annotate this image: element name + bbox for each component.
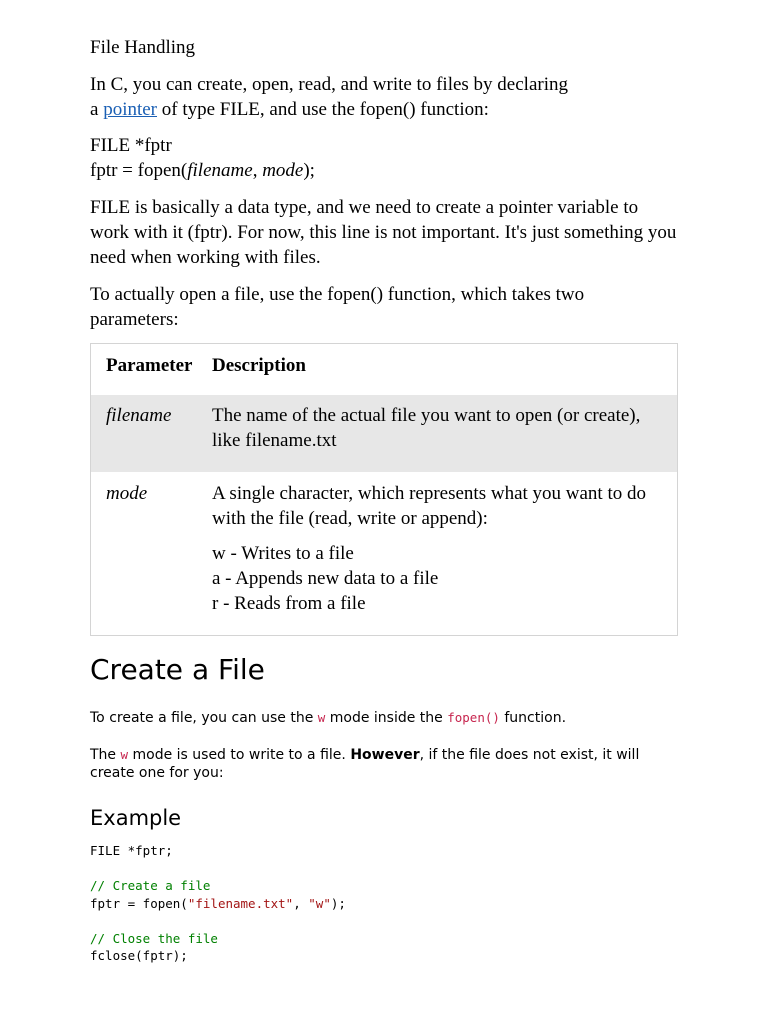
create-p1-end: function. (504, 710, 567, 726)
code-fopen-call: fptr = fopen( (90, 895, 188, 911)
intro-paragraph (90, 72, 678, 122)
create-p2-start: The (90, 747, 117, 763)
intro-text-line1: In C, you can create, open, read, and write to files by declaring (90, 74, 568, 95)
create-p1-start: To create a file, you can use the (90, 710, 314, 726)
intro-text-line2: of type FILE, and use the fopen() function: (161, 99, 489, 120)
parameter-table (90, 343, 678, 636)
code-string-filename: "filename.txt" (187, 895, 294, 911)
declaration-comma: , (252, 160, 258, 181)
mode-a: a - Appends new data to a file (212, 568, 439, 589)
code-example (90, 842, 346, 965)
create-p2-mid: mode is used to write to a file. (132, 747, 346, 763)
desc-mode: A single character, which represents what you want to do with the file (read, write or append): (212, 483, 646, 529)
pointer-link[interactable]: pointer (103, 99, 158, 120)
code-line-decl: FILE *fptr; (90, 843, 173, 858)
inline-code-fopen: fopen() (447, 710, 500, 725)
fopen-paragraph: To actually open a file, use the fopen() function, which takes two parameters: (90, 284, 585, 330)
declaration-mode: mode (262, 160, 304, 181)
mode-r: r - Reads from a file (212, 593, 366, 614)
create-p1-mid: mode inside the (329, 710, 443, 726)
code-sep: , (293, 895, 309, 911)
mode-w: w - Writes to a file (212, 543, 354, 564)
inline-code-w-2: w (120, 747, 129, 762)
file-type-paragraph: FILE is basically a data type, and we need to create a pointer variable to work with it (fptr). For now, this line is not important. It's just something you need when working with files. (90, 197, 677, 268)
create-paragraph-2 (90, 746, 678, 782)
declaration-filename: filename (187, 160, 253, 181)
declaration-end: ); (303, 160, 315, 181)
code-call-end: ); (330, 895, 346, 911)
desc-filename: The name of the actual file you want to open (or create), like filename.txt (212, 405, 641, 451)
table-header-row (91, 344, 678, 396)
declaration-block (90, 133, 315, 183)
param-filename: filename (106, 405, 172, 426)
create-file-heading: Create a File (90, 653, 265, 686)
example-heading: Example (90, 806, 182, 830)
code-comment-create: // Create a file (90, 878, 211, 893)
declaration-line1: FILE *fptr (90, 135, 172, 156)
code-string-mode: "w" (308, 895, 331, 911)
create-p2-end: , if the file does not exist, it will create one for you: (90, 747, 640, 781)
declaration-line2-start: fptr = fopen( (90, 160, 188, 181)
code-comment-close: // Close the file (90, 930, 218, 946)
header-parameter: Parameter (106, 355, 193, 376)
code-line-fclose: fclose(fptr); (90, 948, 188, 963)
intro-text-a: a (90, 99, 99, 120)
section-title: File Handling (90, 37, 196, 58)
inline-code-w: w (317, 710, 326, 725)
table-row (91, 472, 678, 636)
mode-list (212, 541, 667, 616)
header-description: Description (212, 355, 306, 376)
table-row (91, 395, 678, 472)
param-mode: mode (106, 483, 148, 504)
create-paragraph-1 (90, 709, 566, 727)
create-p2-bold: However (350, 747, 420, 763)
